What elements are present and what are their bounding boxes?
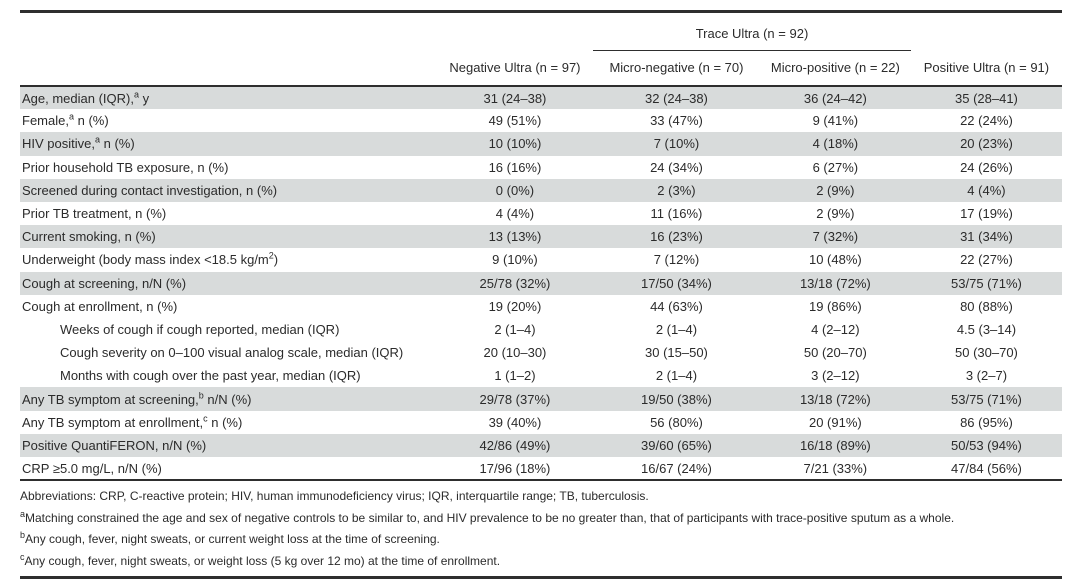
cell-value: 17/96 (18%) — [479, 460, 551, 476]
column-header-micro-negative: Micro-negative (n = 70) — [609, 60, 744, 76]
spacer-cell — [437, 13, 593, 50]
row-label: Underweight (body mass index <18.5 $kg/m^2$) — [22, 251, 279, 268]
superscript-marker: a — [134, 89, 140, 100]
cell-value: 49 (51%) — [488, 113, 542, 129]
cell-value: 3 (2–7) — [965, 368, 1008, 384]
cell-value: 47/84 (56%) — [951, 460, 1022, 476]
characteristics-table — [20, 13, 1062, 481]
cell-value: 2 (1–4) — [655, 321, 698, 337]
footnote-line: $^a$Matching constrained the age and sex of negative controls to be similar to, and HIV prevalence to be no greater than, that of participants with trace-positive sputum as a whole. — [20, 508, 955, 525]
row-label: Any TB symptom at screening,$^b$ n/N (%) — [22, 390, 252, 407]
cell-value: 50/53 (94%) — [951, 437, 1022, 453]
cell-value: 31 (24–38) — [483, 90, 547, 106]
cell-value: 4 (2–12) — [811, 321, 860, 337]
table-row — [20, 411, 1062, 434]
row-label: Prior household TB exposure, n (%) — [22, 159, 229, 175]
cell-value: 22 (24%) — [960, 113, 1013, 129]
group-header-cell — [593, 13, 911, 50]
row-label: HIV positive,$^a$ n (%) — [22, 135, 135, 152]
row-label: CRP ≥5.0 mg/L, n/N (%) — [22, 460, 162, 476]
group-header-row — [20, 13, 1062, 50]
footnote-line: $^c$Any cough, fever, night sweats, or weight loss (5 kg over 12 mo) at the time of enrollment. — [20, 551, 501, 568]
cell-value: 16 (16%) — [488, 159, 542, 175]
cell-value: 50 (30–70) — [955, 345, 1018, 361]
row-label: Weeks of cough if cough reported, median (IQR) — [60, 321, 340, 337]
row-label: Prior TB treatment, n (%) — [22, 206, 167, 222]
cell-value: 19/50 (38%) — [641, 391, 712, 407]
cell-value: 2 (3%) — [657, 182, 696, 198]
cell-value: 33 (47%) — [650, 113, 703, 129]
table-row — [20, 457, 1062, 480]
table-row — [20, 202, 1062, 225]
spacer-cell — [20, 13, 437, 50]
cell-value: 2 (1–4) — [494, 321, 536, 337]
column-header-micro-positive: Micro-positive (n = 22) — [770, 60, 900, 76]
cell-value: 9 (41%) — [812, 113, 859, 129]
cell-value: 9 (10%) — [492, 252, 538, 268]
row-label: Current smoking, n (%) — [22, 229, 156, 245]
row-label: Any TB symptom at enrollment,$^c$ n (%) — [22, 413, 243, 430]
table-row — [20, 364, 1062, 387]
cell-value: 39 (40%) — [488, 414, 542, 430]
table-header — [20, 13, 1062, 86]
footnote-line: Abbreviations: CRP, C-reactive protein; HIV, human immunodeficiency virus; IQR, interquartile range; TB, tuberculosis. — [20, 489, 649, 504]
superscript-marker: 2 — [268, 251, 274, 262]
cell-value: 35 (28–41) — [955, 90, 1018, 106]
cell-value: 32 (24–38) — [645, 90, 708, 106]
cell-value: 53/75 (71%) — [951, 391, 1022, 407]
cell-value: 13/18 (72%) — [799, 391, 871, 407]
row-label: Age, median (IQR),$^a$ y — [22, 89, 150, 106]
superscript-marker: b — [198, 390, 204, 401]
cell-value: 24 (34%) — [650, 159, 703, 175]
column-header-positive-ultra: Positive Ultra (n = 91) — [923, 60, 1050, 75]
footnote-line: $^b$Any cough, fever, night sweats, or current weight loss at the time of screening. — [20, 530, 440, 547]
table-row — [20, 387, 1062, 410]
row-label: Positive QuantiFERON, n/N (%) — [22, 437, 207, 453]
cell-value: 13/18 (72%) — [799, 275, 871, 291]
cell-value: 22 (27%) — [960, 252, 1013, 268]
footnotes — [20, 481, 1062, 568]
row-label: Cough severity on 0–100 visual analog scale, median (IQR) — [60, 345, 404, 361]
group-header-label: Trace Ultra (n = 92) — [695, 25, 809, 41]
cell-value: 7 (10%) — [653, 136, 700, 152]
bottom-rule — [20, 576, 1062, 579]
cell-value: 7 (12%) — [653, 252, 700, 268]
row-label: Cough at screening, n/N (%) — [22, 275, 187, 291]
cell-value: 44 (63%) — [650, 298, 703, 314]
cell-value: 6 (27%) — [812, 159, 859, 175]
spacer-cell — [20, 50, 437, 86]
spacer-cell — [911, 13, 1062, 50]
cell-value: 80 (88%) — [960, 298, 1013, 314]
cell-value: 29/78 (37%) — [479, 391, 551, 407]
cell-value: 7/21 (33%) — [803, 460, 868, 476]
row-label: Cough at enrollment, n (%) — [22, 298, 178, 314]
cell-value: 13 (13%) — [488, 229, 542, 245]
cell-value: 7 (32%) — [812, 229, 859, 245]
cell-value: 16/67 (24%) — [641, 460, 712, 476]
cell-value: 4 (18%) — [812, 136, 859, 152]
table-body — [20, 86, 1062, 480]
cell-value: 16/18 (89%) — [799, 437, 871, 453]
row-label: Female,$^a$ n (%) — [22, 111, 109, 129]
cell-value: 17 (19%) — [960, 206, 1013, 222]
cell-value: 39/60 (65%) — [641, 437, 712, 453]
table-row — [20, 248, 1062, 271]
superscript-marker: b — [20, 530, 26, 541]
cell-value: 36 (24–42) — [803, 90, 867, 106]
table-row — [20, 434, 1062, 457]
cell-value: 0 (0%) — [495, 182, 535, 198]
cell-value: 4 (4%) — [967, 182, 1006, 198]
table-row — [20, 156, 1062, 179]
cell-value: 4.5 (3–14) — [956, 321, 1017, 337]
table-row — [20, 132, 1062, 155]
cell-value: 11 (16%) — [650, 206, 703, 222]
cell-value: 20 (91%) — [808, 414, 862, 430]
cell-value: 20 (10–30) — [483, 345, 547, 361]
table-row — [20, 295, 1062, 318]
superscript-marker: a — [68, 111, 74, 122]
cell-value: 24 (26%) — [960, 159, 1013, 175]
cell-value: 20 (23%) — [960, 136, 1013, 152]
cell-value: 10 (48%) — [808, 252, 862, 268]
cell-value: 10 (10%) — [488, 136, 542, 152]
cell-value: 1 (1–2) — [494, 368, 536, 384]
cell-value: 19 (20%) — [488, 298, 542, 314]
cell-value: 86 (95%) — [960, 414, 1013, 430]
cell-value: 30 (15–50) — [645, 345, 708, 361]
cell-value: 31 (34%) — [960, 229, 1013, 245]
cell-value: 17/50 (34%) — [641, 275, 712, 291]
superscript-marker: a — [20, 508, 26, 519]
table-row — [20, 109, 1062, 132]
table-row — [20, 179, 1062, 202]
cell-value: 42/86 (49%) — [479, 437, 551, 453]
cell-value: 4 (4%) — [495, 206, 535, 222]
table-row — [20, 86, 1062, 109]
column-header-row — [20, 50, 1062, 86]
cell-value: 56 (80%) — [650, 414, 703, 430]
cell-value: 3 (2–12) — [811, 368, 860, 384]
superscript-marker: c — [203, 413, 208, 424]
table-row — [20, 225, 1062, 248]
cell-value: 2 (1–4) — [655, 368, 698, 384]
cell-value: 2 (9%) — [816, 182, 855, 198]
cell-value: 53/75 (71%) — [951, 275, 1022, 291]
cell-value: 19 (86%) — [808, 298, 862, 314]
cell-value: 16 (23%) — [650, 229, 703, 245]
cell-value: 2 (9%) — [816, 206, 855, 222]
cell-value: 25/78 (32%) — [479, 275, 551, 291]
superscript-marker: c — [20, 551, 25, 562]
table-row — [20, 272, 1062, 295]
table-row — [20, 318, 1062, 341]
row-label: Months with cough over the past year, median (IQR) — [60, 368, 361, 384]
table-row — [20, 341, 1062, 364]
row-label: Screened during contact investigation, n (%) — [22, 182, 278, 198]
cell-value: 50 (20–70) — [803, 345, 867, 361]
column-header-negative-ultra: Negative Ultra (n = 97) — [449, 60, 581, 75]
superscript-marker: a — [94, 135, 100, 146]
